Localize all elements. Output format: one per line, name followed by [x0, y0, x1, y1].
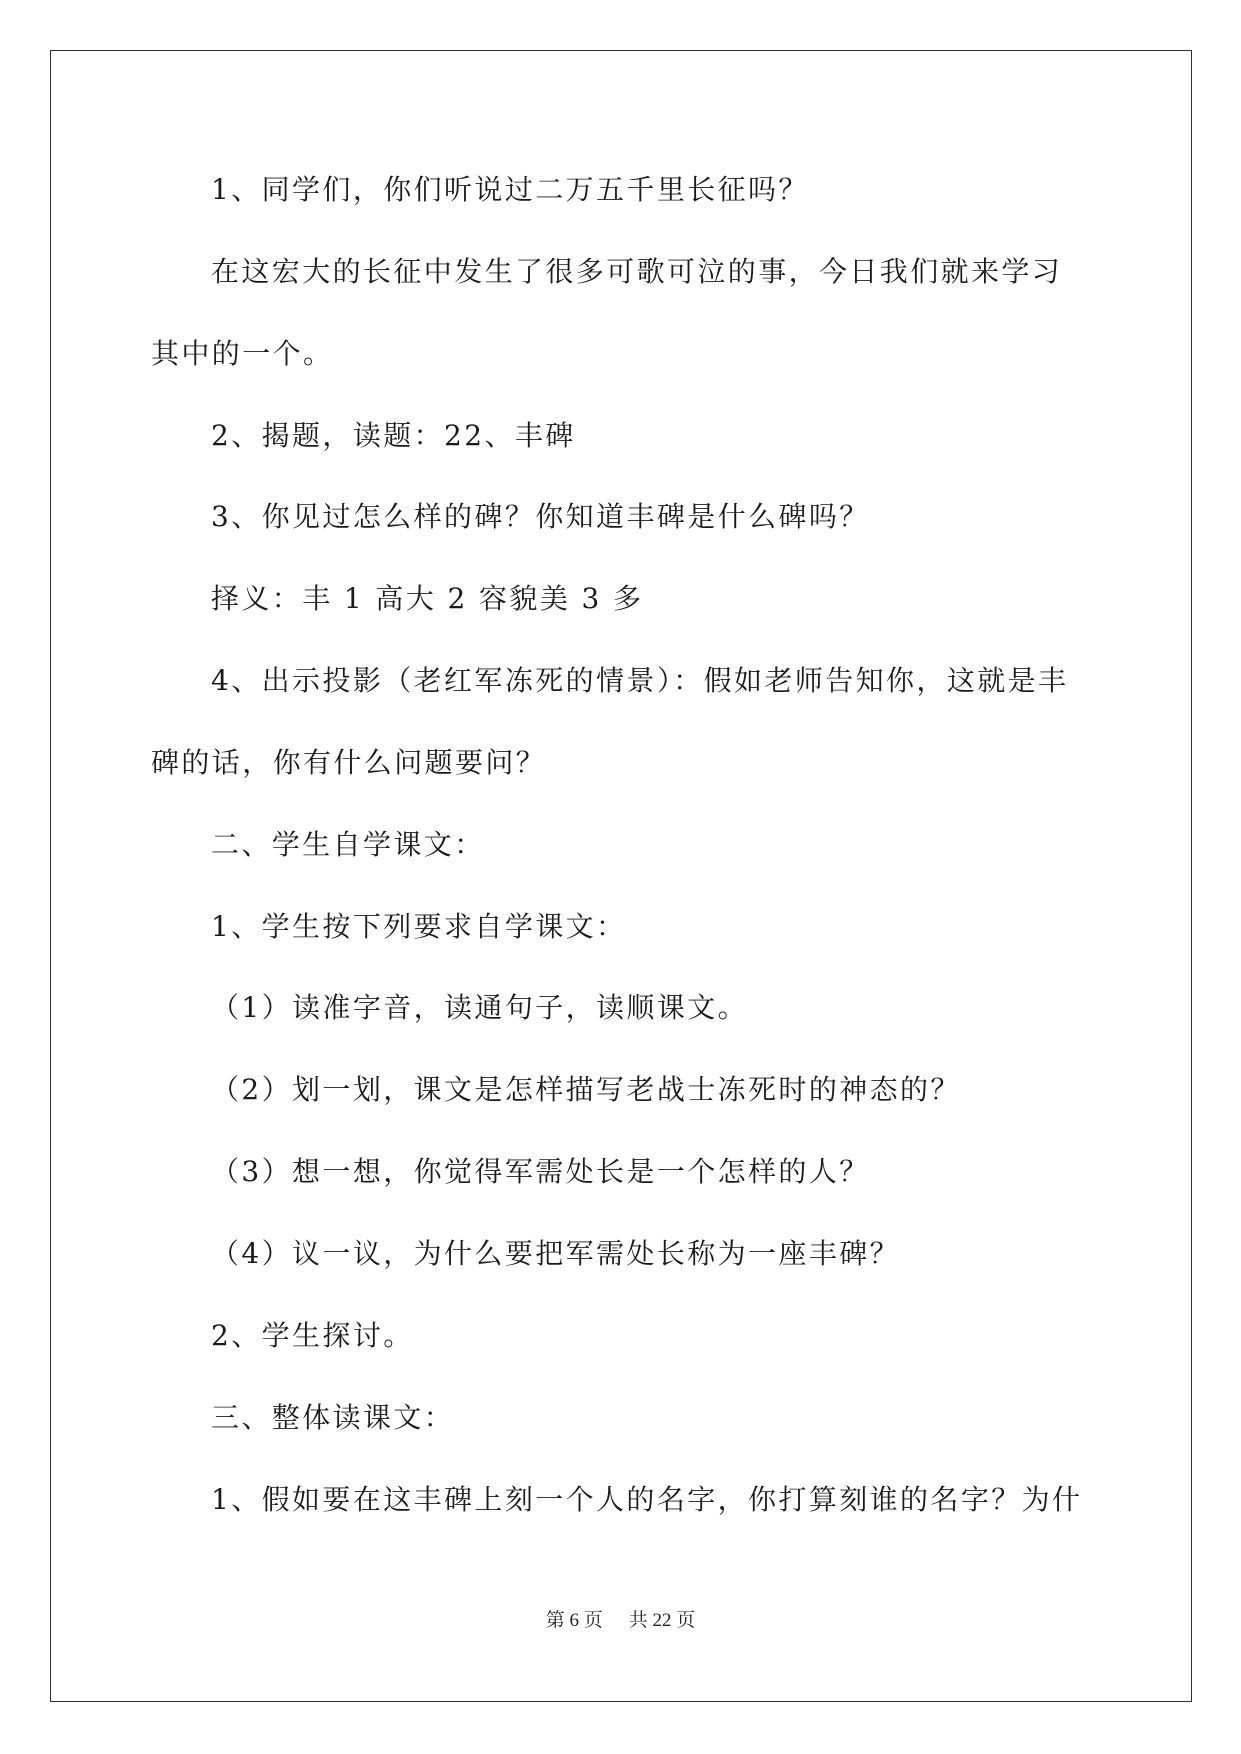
paragraph-line: 1、同学们，你们听说过二万五千里长征吗？: [211, 173, 809, 206]
list-item: （2）划一划，课文是怎样描写老战士冻死时的神态的？: [211, 1073, 961, 1106]
paragraph-line: 4、出示投影（老红军冻死的情景）：假如老师告知你，这就是丰: [211, 664, 1069, 697]
list-item: （3）想一想，你觉得军需处长是一个怎样的人？: [211, 1155, 870, 1188]
page-border: [50, 50, 1192, 1702]
list-item: （4）议一议，为什么要把军需处长称为一座丰碑？: [211, 1237, 901, 1270]
list-item: （1）读准字音，读通句子，读顺课文。: [211, 991, 749, 1024]
current-page-label: 第 6 页: [545, 1610, 603, 1631]
paragraph-line: 1、学生按下列要求自学课文：: [211, 910, 627, 943]
paragraph-line: 择义：丰 1 高大 2 容貌美 3 多: [211, 582, 644, 615]
section-heading: 三、整体读课文：: [211, 1401, 455, 1434]
total-pages-label: 共 22 页: [628, 1610, 696, 1631]
page-footer: [0, 1608, 1241, 1634]
paragraph-line: 2、学生探讨。: [211, 1319, 414, 1352]
section-heading: 二、学生自学课文：: [211, 828, 485, 861]
paragraph-line: 碑的话，你有什么问题要问？: [151, 746, 547, 779]
paragraph-line: 其中的一个。: [151, 337, 334, 370]
paragraph-line: 3、你见过怎么样的碑？你知道丰碑是什么碑吗？: [211, 500, 870, 533]
paragraph-line: 1、假如要在这丰碑上刻一个人的名字，你打算刻谁的名字？为什: [211, 1483, 1083, 1516]
paragraph-line: 在这宏大的长征中发生了很多可歌可泣的事，今日我们就来学习: [211, 255, 1063, 288]
paragraph-line: 2、揭题，读题：22、丰碑: [211, 419, 576, 452]
